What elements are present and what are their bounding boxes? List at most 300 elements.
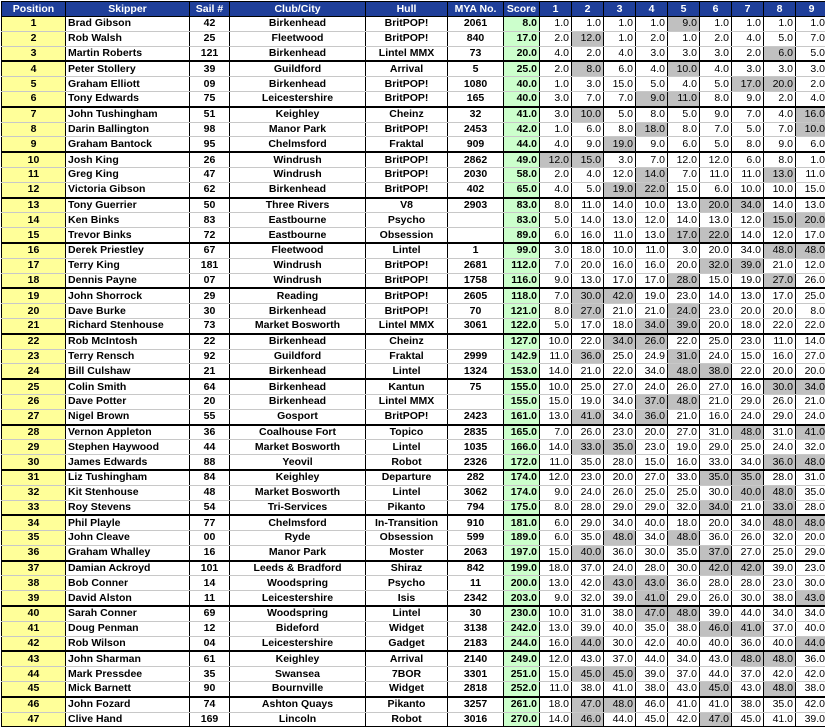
score-cell: 261.0 <box>504 697 540 712</box>
race-4-cell: 46.0 <box>636 697 668 712</box>
race-5-cell: 3.0 <box>668 46 700 61</box>
race-6-cell: 22.0 <box>700 228 732 243</box>
hull-cell: Robot <box>366 712 448 727</box>
race-2-cell: 39.0 <box>572 621 604 636</box>
race-7-cell: 13.0 <box>732 288 764 303</box>
mya-cell: 2030 <box>448 167 504 182</box>
hull-cell: Lintel <box>366 606 448 621</box>
table-row <box>2 318 825 333</box>
race-3-cell: 29.0 <box>604 500 636 515</box>
hull-cell: Topico <box>366 425 448 440</box>
race-4-cell: 44.0 <box>636 651 668 666</box>
position-cell: 43 <box>2 651 66 666</box>
score-cell: 44.0 <box>504 137 540 152</box>
position-cell: 39 <box>2 591 66 606</box>
skipper-cell: Roy Stevens <box>66 500 190 515</box>
race-5-cell: 19.0 <box>668 440 700 455</box>
skipper-cell: Peter Stollery <box>66 61 190 76</box>
race-7-cell: 1.0 <box>732 17 764 32</box>
race-2-cell: 26.0 <box>572 425 604 440</box>
race-3-cell: 3.0 <box>604 152 636 167</box>
skipper-cell: Tony Guerrier <box>66 198 190 213</box>
mya-cell: 2818 <box>448 682 504 697</box>
hull-cell: Gadget <box>366 636 448 651</box>
race-8-cell: 22.0 <box>764 318 796 333</box>
position-cell: 14 <box>2 213 66 228</box>
race-1-cell: 12.0 <box>540 651 572 666</box>
position-cell: 3 <box>2 46 66 61</box>
race-1-cell: 11.0 <box>540 682 572 697</box>
position-cell: 29 <box>2 440 66 455</box>
skipper-cell: John Tushingham <box>66 107 190 122</box>
score-cell: 153.0 <box>504 364 540 379</box>
sail-cell: 88 <box>190 455 230 470</box>
score-cell: 174.0 <box>504 470 540 485</box>
skipper-cell: Colin Smith <box>66 379 190 394</box>
header-race-6: 6 <box>700 2 732 17</box>
hull-cell: BritPOP! <box>366 409 448 424</box>
score-cell: 116.0 <box>504 273 540 288</box>
race-7-cell: 16.0 <box>732 379 764 394</box>
race-9-cell: 32.0 <box>796 440 825 455</box>
club-cell: Guildford <box>230 349 366 364</box>
race-9-cell: 29.0 <box>796 545 825 560</box>
hull-cell: Fraktal <box>366 137 448 152</box>
mya-cell: 2903 <box>448 198 504 213</box>
position-cell: 22 <box>2 334 66 349</box>
position-cell: 15 <box>2 228 66 243</box>
race-7-cell: 27.0 <box>732 545 764 560</box>
sail-cell: 90 <box>190 682 230 697</box>
race-8-cell: 6.0 <box>764 46 796 61</box>
race-8-cell: 17.0 <box>764 288 796 303</box>
club-cell: Tri-Services <box>230 500 366 515</box>
race-3-cell: 26.0 <box>604 485 636 500</box>
race-1-cell: 11.0 <box>540 455 572 470</box>
race-4-cell: 30.0 <box>636 545 668 560</box>
race-3-cell: 45.0 <box>604 667 636 682</box>
race-4-cell: 26.0 <box>636 334 668 349</box>
race-2-cell: 13.0 <box>572 273 604 288</box>
race-5-cell: 30.0 <box>668 561 700 576</box>
race-2-cell: 18.0 <box>572 243 604 258</box>
race-2-cell: 41.0 <box>572 409 604 424</box>
race-6-cell: 16.0 <box>700 409 732 424</box>
position-cell: 34 <box>2 515 66 530</box>
race-1-cell: 10.0 <box>540 606 572 621</box>
mya-cell: 75 <box>448 379 504 394</box>
race-5-cell: 1.0 <box>668 31 700 46</box>
position-cell: 7 <box>2 107 66 122</box>
table-row <box>2 349 825 364</box>
header-race-3: 3 <box>604 2 636 17</box>
score-cell: 8.0 <box>504 17 540 32</box>
race-5-cell: 20.0 <box>668 258 700 273</box>
sail-cell: 73 <box>190 318 230 333</box>
club-cell: Chelmsford <box>230 137 366 152</box>
sail-cell: 35 <box>190 667 230 682</box>
race-4-cell: 3.0 <box>636 46 668 61</box>
race-6-cell: 47.0 <box>700 712 732 727</box>
hull-cell: Obsession <box>366 228 448 243</box>
race-9-cell: 28.0 <box>796 500 825 515</box>
club-cell: Keighley <box>230 470 366 485</box>
race-4-cell: 28.0 <box>636 561 668 576</box>
race-1-cell: 13.0 <box>540 576 572 591</box>
race-8-cell: 31.0 <box>764 425 796 440</box>
club-cell: Guildford <box>230 61 366 76</box>
table-row <box>2 576 825 591</box>
race-1-cell: 4.0 <box>540 137 572 152</box>
mya-cell: 70 <box>448 304 504 319</box>
race-4-cell: 43.0 <box>636 576 668 591</box>
score-cell: 122.0 <box>504 318 540 333</box>
score-cell: 112.0 <box>504 258 540 273</box>
race-2-cell: 27.0 <box>572 304 604 319</box>
sail-cell: 83 <box>190 213 230 228</box>
race-3-cell: 7.0 <box>604 91 636 106</box>
skipper-cell: Terry Rensch <box>66 349 190 364</box>
race-5-cell: 6.0 <box>668 137 700 152</box>
skipper-cell: Bob Conner <box>66 576 190 591</box>
table-row <box>2 455 825 470</box>
mya-cell: 2183 <box>448 636 504 651</box>
race-7-cell: 6.0 <box>732 152 764 167</box>
race-1-cell: 14.0 <box>540 364 572 379</box>
club-cell: Fleetwood <box>230 243 366 258</box>
race-1-cell: 7.0 <box>540 425 572 440</box>
race-9-cell: 38.0 <box>796 682 825 697</box>
race-4-cell: 45.0 <box>636 712 668 727</box>
club-cell: Manor Park <box>230 122 366 137</box>
mya-cell: 3016 <box>448 712 504 727</box>
sail-cell: 101 <box>190 561 230 576</box>
race-9-cell: 40.0 <box>796 621 825 636</box>
race-7-cell: 23.0 <box>732 334 764 349</box>
race-3-cell: 17.0 <box>604 273 636 288</box>
race-2-cell: 4.0 <box>572 167 604 182</box>
race-2-cell: 21.0 <box>572 364 604 379</box>
race-4-cell: 14.0 <box>636 167 668 182</box>
score-cell: 155.0 <box>504 379 540 394</box>
position-cell: 25 <box>2 379 66 394</box>
race-6-cell: 27.0 <box>700 379 732 394</box>
race-7-cell: 39.0 <box>732 258 764 273</box>
position-cell: 6 <box>2 91 66 106</box>
race-6-cell: 31.0 <box>700 425 732 440</box>
hull-cell: Lintel MMX <box>366 46 448 61</box>
hull-cell: Arrival <box>366 61 448 76</box>
table-row <box>2 91 825 106</box>
race-6-cell: 43.0 <box>700 651 732 666</box>
race-7-cell: 21.0 <box>732 500 764 515</box>
race-7-cell: 19.0 <box>732 273 764 288</box>
sail-cell: 75 <box>190 91 230 106</box>
race-5-cell: 24.0 <box>668 304 700 319</box>
race-6-cell: 13.0 <box>700 213 732 228</box>
club-cell: Windrush <box>230 152 366 167</box>
club-cell: Windrush <box>230 273 366 288</box>
sail-cell: 50 <box>190 198 230 213</box>
club-cell: Keighley <box>230 107 366 122</box>
score-cell: 166.0 <box>504 440 540 455</box>
race-6-cell: 11.0 <box>700 167 732 182</box>
header-sail: Sail # <box>190 2 230 17</box>
race-9-cell: 44.0 <box>796 636 825 651</box>
race-3-cell: 22.0 <box>604 364 636 379</box>
race-8-cell: 35.0 <box>764 697 796 712</box>
race-4-cell: 21.0 <box>636 304 668 319</box>
hull-cell: Kantun <box>366 379 448 394</box>
race-1-cell: 1.0 <box>540 77 572 92</box>
race-9-cell: 7.0 <box>796 31 825 46</box>
race-9-cell: 20.0 <box>796 531 825 546</box>
race-8-cell: 2.0 <box>764 91 796 106</box>
race-3-cell: 39.0 <box>604 591 636 606</box>
race-8-cell: 37.0 <box>764 621 796 636</box>
club-cell: Woodspring <box>230 576 366 591</box>
race-8-cell: 38.0 <box>764 591 796 606</box>
position-cell: 1 <box>2 17 66 32</box>
race-4-cell: 1.0 <box>636 17 668 32</box>
race-6-cell: 3.0 <box>700 46 732 61</box>
race-2-cell: 28.0 <box>572 500 604 515</box>
race-3-cell: 44.0 <box>604 712 636 727</box>
sail-cell: 169 <box>190 712 230 727</box>
race-4-cell: 8.0 <box>636 107 668 122</box>
hull-cell: Shiraz <box>366 561 448 576</box>
score-cell: 181.0 <box>504 515 540 530</box>
position-cell: 45 <box>2 682 66 697</box>
race-8-cell: 14.0 <box>764 198 796 213</box>
sail-cell: 181 <box>190 258 230 273</box>
race-9-cell: 25.0 <box>796 288 825 303</box>
race-6-cell: 20.0 <box>700 318 732 333</box>
header-race-1: 1 <box>540 2 572 17</box>
race-9-cell: 31.0 <box>796 470 825 485</box>
race-1-cell: 9.0 <box>540 591 572 606</box>
race-3-cell: 24.0 <box>604 561 636 576</box>
table-row <box>2 667 825 682</box>
score-cell: 251.0 <box>504 667 540 682</box>
race-2-cell: 38.0 <box>572 682 604 697</box>
hull-cell: V8 <box>366 198 448 213</box>
score-cell: 121.0 <box>504 304 540 319</box>
skipper-cell: Phil Playle <box>66 515 190 530</box>
hull-cell: BritPOP! <box>366 304 448 319</box>
race-9-cell: 8.0 <box>796 304 825 319</box>
skipper-cell: John Cleave <box>66 531 190 546</box>
race-4-cell: 36.0 <box>636 409 668 424</box>
score-cell: 270.0 <box>504 712 540 727</box>
mya-cell: 2140 <box>448 651 504 666</box>
race-6-cell: 7.0 <box>700 122 732 137</box>
race-8-cell: 27.0 <box>764 273 796 288</box>
race-1-cell: 7.0 <box>540 258 572 273</box>
sail-cell: 04 <box>190 636 230 651</box>
club-cell: Birkenhead <box>230 364 366 379</box>
mya-cell: 1 <box>448 243 504 258</box>
race-5-cell: 21.0 <box>668 409 700 424</box>
race-8-cell: 24.0 <box>764 440 796 455</box>
race-7-cell: 34.0 <box>732 515 764 530</box>
skipper-cell: Dennis Payne <box>66 273 190 288</box>
hull-cell: Cheinz <box>366 107 448 122</box>
sail-cell: 121 <box>190 46 230 61</box>
race-5-cell: 28.0 <box>668 273 700 288</box>
table-row <box>2 394 825 409</box>
hull-cell: In-Transition <box>366 515 448 530</box>
table-row <box>2 561 825 576</box>
header-race-8: 8 <box>764 2 796 17</box>
race-3-cell: 28.0 <box>604 455 636 470</box>
club-cell: Leicestershire <box>230 591 366 606</box>
race-2-cell: 31.0 <box>572 606 604 621</box>
hull-cell: BritPOP! <box>366 122 448 137</box>
sail-cell: 20 <box>190 394 230 409</box>
skipper-cell: Vernon Appleton <box>66 425 190 440</box>
table-row <box>2 606 825 621</box>
race-8-cell: 4.0 <box>764 107 796 122</box>
sail-cell: 39 <box>190 61 230 76</box>
race-6-cell: 35.0 <box>700 470 732 485</box>
race-8-cell: 48.0 <box>764 485 796 500</box>
race-5-cell: 34.0 <box>668 651 700 666</box>
hull-cell: Widget <box>366 621 448 636</box>
club-cell: Woodspring <box>230 606 366 621</box>
race-1-cell: 9.0 <box>540 485 572 500</box>
sail-cell: 09 <box>190 77 230 92</box>
race-4-cell: 24.9 <box>636 349 668 364</box>
table-row <box>2 258 825 273</box>
race-9-cell: 15.0 <box>796 182 825 197</box>
table-row <box>2 500 825 515</box>
race-7-cell: 3.0 <box>732 61 764 76</box>
race-6-cell: 5.0 <box>700 137 732 152</box>
race-1-cell: 1.0 <box>540 17 572 32</box>
race-9-cell: 11.0 <box>796 167 825 182</box>
race-1-cell: 5.0 <box>540 318 572 333</box>
hull-cell: Departure <box>366 470 448 485</box>
position-cell: 5 <box>2 77 66 92</box>
race-2-cell: 8.0 <box>572 61 604 76</box>
race-1-cell: 10.0 <box>540 334 572 349</box>
position-cell: 21 <box>2 318 66 333</box>
mya-cell: 2835 <box>448 425 504 440</box>
skipper-cell: Rob Walsh <box>66 31 190 46</box>
race-4-cell: 18.0 <box>636 122 668 137</box>
score-cell: 155.0 <box>504 394 540 409</box>
mya-cell: 3257 <box>448 697 504 712</box>
mya-cell: 3138 <box>448 621 504 636</box>
race-5-cell: 15.0 <box>668 182 700 197</box>
race-3-cell: 19.0 <box>604 182 636 197</box>
skipper-cell: Josh King <box>66 152 190 167</box>
race-1-cell: 4.0 <box>540 182 572 197</box>
race-7-cell: 26.0 <box>732 531 764 546</box>
race-6-cell: 9.0 <box>700 107 732 122</box>
race-6-cell: 20.0 <box>700 243 732 258</box>
race-4-cell: 23.0 <box>636 440 668 455</box>
table-row <box>2 545 825 560</box>
table-row <box>2 364 825 379</box>
table-row <box>2 273 825 288</box>
race-2-cell: 29.0 <box>572 515 604 530</box>
race-1-cell: 12.0 <box>540 470 572 485</box>
sail-cell: 67 <box>190 243 230 258</box>
race-2-cell: 20.0 <box>572 258 604 273</box>
race-6-cell: 34.0 <box>700 500 732 515</box>
score-cell: 200.0 <box>504 576 540 591</box>
race-3-cell: 37.0 <box>604 651 636 666</box>
race-6-cell: 28.0 <box>700 576 732 591</box>
mya-cell: 1080 <box>448 77 504 92</box>
table-row <box>2 651 825 666</box>
race-1-cell: 3.0 <box>540 243 572 258</box>
skipper-cell: Greg King <box>66 167 190 182</box>
table-row <box>2 61 825 76</box>
club-cell: Keighley <box>230 651 366 666</box>
mya-cell: 73 <box>448 46 504 61</box>
race-3-cell: 27.0 <box>604 379 636 394</box>
hull-cell: Pikanto <box>366 697 448 712</box>
score-cell: 99.0 <box>504 243 540 258</box>
race-3-cell: 30.0 <box>604 636 636 651</box>
race-5-cell: 22.0 <box>668 334 700 349</box>
race-8-cell: 48.0 <box>764 682 796 697</box>
score-cell: 203.0 <box>504 591 540 606</box>
skipper-cell: Ken Binks <box>66 213 190 228</box>
race-8-cell: 32.0 <box>764 531 796 546</box>
race-8-cell: 21.0 <box>764 258 796 273</box>
score-cell: 249.0 <box>504 651 540 666</box>
race-9-cell: 20.0 <box>796 213 825 228</box>
position-cell: 44 <box>2 667 66 682</box>
race-2-cell: 2.0 <box>572 46 604 61</box>
club-cell: Birkenhead <box>230 46 366 61</box>
race-9-cell: 23.0 <box>796 561 825 576</box>
race-8-cell: 7.0 <box>764 122 796 137</box>
race-3-cell: 40.0 <box>604 621 636 636</box>
skipper-cell: Victoria Gibson <box>66 182 190 197</box>
skipper-cell: James Edwards <box>66 455 190 470</box>
mya-cell: 2061 <box>448 17 504 32</box>
skipper-cell: Darin Ballington <box>66 122 190 137</box>
position-cell: 24 <box>2 364 66 379</box>
race-8-cell: 5.0 <box>764 31 796 46</box>
race-5-cell: 13.0 <box>668 198 700 213</box>
race-9-cell: 5.0 <box>796 46 825 61</box>
race-5-cell: 40.0 <box>668 636 700 651</box>
race-8-cell: 20.0 <box>764 304 796 319</box>
race-8-cell: 12.0 <box>764 228 796 243</box>
race-9-cell: 34.0 <box>796 606 825 621</box>
skipper-cell: John Fozard <box>66 697 190 712</box>
mya-cell: 3062 <box>448 485 504 500</box>
table-row <box>2 304 825 319</box>
score-cell: 175.0 <box>504 500 540 515</box>
race-9-cell: 4.0 <box>796 91 825 106</box>
skipper-cell: Damian Ackroyd <box>66 561 190 576</box>
position-cell: 38 <box>2 576 66 591</box>
club-cell: Birkenhead <box>230 379 366 394</box>
race-2-cell: 11.0 <box>572 198 604 213</box>
race-6-cell: 41.0 <box>700 697 732 712</box>
position-cell: 33 <box>2 500 66 515</box>
race-8-cell: 41.0 <box>764 712 796 727</box>
mya-cell <box>448 228 504 243</box>
race-4-cell: 15.0 <box>636 455 668 470</box>
